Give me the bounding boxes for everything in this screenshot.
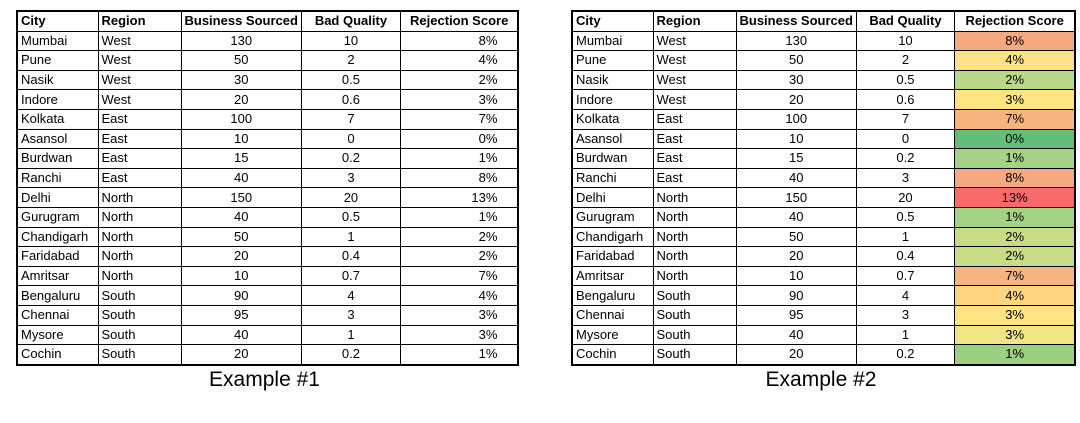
cell-region: South — [98, 286, 181, 306]
cell-region: South — [98, 325, 181, 345]
cell-city: Bengaluru — [17, 286, 98, 306]
table-row — [17, 129, 518, 149]
table-row — [17, 109, 518, 129]
header-bad-quality: Bad Quality — [856, 11, 954, 31]
cell-business-sourced: 130 — [736, 31, 856, 51]
header-region: Region — [653, 11, 736, 31]
cell-rejection-score: 4% — [954, 286, 1075, 306]
cell-bad-quality: 1 — [856, 325, 954, 345]
table-row — [572, 129, 1075, 149]
cell-bad-quality: 3 — [856, 305, 954, 325]
cell-business-sourced: 150 — [181, 188, 301, 208]
cell-rejection-score: 1% — [400, 345, 518, 365]
header-business-sourced: Business Sourced — [736, 11, 856, 31]
cell-city: Mysore — [17, 325, 98, 345]
cell-bad-quality: 0.4 — [301, 247, 400, 267]
cell-bad-quality: 0.6 — [301, 90, 400, 110]
cell-bad-quality: 3 — [301, 305, 400, 325]
cell-city: Faridabad — [572, 247, 653, 267]
cell-city: Mumbai — [17, 31, 98, 51]
cell-region: East — [653, 149, 736, 169]
cell-business-sourced: 10 — [736, 266, 856, 286]
cell-rejection-score: 3% — [400, 305, 518, 325]
cell-rejection-score: 1% — [400, 207, 518, 227]
cell-bad-quality: 1 — [856, 227, 954, 247]
cell-bad-quality: 0.2 — [856, 149, 954, 169]
cell-city: Gurugram — [17, 207, 98, 227]
cell-city: Asansol — [572, 129, 653, 149]
table-row — [17, 305, 518, 325]
cell-city: Bengaluru — [572, 286, 653, 306]
cell-rejection-score: 1% — [954, 149, 1075, 169]
cell-city: Nasik — [17, 70, 98, 90]
cell-region: South — [653, 345, 736, 365]
cell-region: South — [653, 325, 736, 345]
header-row — [17, 11, 518, 31]
cell-business-sourced: 20 — [736, 247, 856, 267]
table-row — [572, 51, 1075, 71]
cell-bad-quality: 0 — [301, 129, 400, 149]
cell-bad-quality: 1 — [301, 325, 400, 345]
cell-region: East — [98, 168, 181, 188]
example-2-caption: Example #2 — [765, 368, 877, 391]
table-row — [17, 247, 518, 267]
cell-city: Cochin — [572, 345, 653, 365]
cell-business-sourced: 40 — [736, 207, 856, 227]
header-region: Region — [98, 11, 181, 31]
table-row — [572, 168, 1075, 188]
cell-region: West — [98, 70, 181, 90]
cell-bad-quality: 0.5 — [856, 70, 954, 90]
cell-region: North — [98, 188, 181, 208]
table-row — [572, 31, 1075, 51]
cell-rejection-score: 3% — [400, 325, 518, 345]
header-bad-quality: Bad Quality — [301, 11, 400, 31]
cell-rejection-score: 8% — [954, 168, 1075, 188]
cell-bad-quality: 0.5 — [301, 70, 400, 90]
cell-business-sourced: 30 — [181, 70, 301, 90]
cell-business-sourced: 20 — [181, 345, 301, 365]
cell-city: Faridabad — [17, 247, 98, 267]
cell-business-sourced: 50 — [736, 51, 856, 71]
cell-region: North — [653, 227, 736, 247]
cell-city: Burdwan — [572, 149, 653, 169]
cell-business-sourced: 40 — [181, 168, 301, 188]
cell-rejection-score: 2% — [954, 247, 1075, 267]
cell-region: West — [653, 70, 736, 90]
cell-region: North — [98, 266, 181, 286]
cell-rejection-score: 2% — [954, 70, 1075, 90]
cell-city: Nasik — [572, 70, 653, 90]
cell-region: North — [98, 247, 181, 267]
cell-city: Amritsar — [17, 266, 98, 286]
cell-bad-quality: 0.7 — [856, 266, 954, 286]
cell-business-sourced: 40 — [181, 325, 301, 345]
cell-bad-quality: 20 — [856, 188, 954, 208]
cell-city: Pune — [572, 51, 653, 71]
cell-rejection-score: 3% — [954, 325, 1075, 345]
table-row — [572, 207, 1075, 227]
cell-region: North — [653, 266, 736, 286]
cell-bad-quality: 0.2 — [856, 345, 954, 365]
cell-business-sourced: 30 — [736, 70, 856, 90]
cell-region: North — [653, 188, 736, 208]
cell-rejection-score: 1% — [954, 345, 1075, 365]
table-row — [17, 90, 518, 110]
cell-city: Kolkata — [17, 109, 98, 129]
cell-business-sourced: 40 — [736, 325, 856, 345]
cell-city: Kolkata — [572, 109, 653, 129]
cell-rejection-score: 2% — [400, 247, 518, 267]
table-row — [572, 70, 1075, 90]
cell-business-sourced: 40 — [736, 168, 856, 188]
cell-rejection-score: 3% — [400, 90, 518, 110]
cell-business-sourced: 20 — [181, 247, 301, 267]
cell-rejection-score: 0% — [400, 129, 518, 149]
cell-region: West — [653, 31, 736, 51]
cell-city: Mumbai — [572, 31, 653, 51]
cell-rejection-score: 4% — [954, 51, 1075, 71]
cell-bad-quality: 0 — [856, 129, 954, 149]
table-row — [572, 188, 1075, 208]
cell-rejection-score: 13% — [954, 188, 1075, 208]
cell-business-sourced: 90 — [736, 286, 856, 306]
cell-city: Mysore — [572, 325, 653, 345]
example-1-caption: Example #1 — [209, 368, 320, 391]
cell-bad-quality: 20 — [301, 188, 400, 208]
cell-business-sourced: 50 — [181, 51, 301, 71]
cell-bad-quality: 2 — [856, 51, 954, 71]
table-row — [17, 168, 518, 188]
cell-rejection-score: 4% — [400, 51, 518, 71]
cell-business-sourced: 10 — [736, 129, 856, 149]
cell-region: West — [98, 31, 181, 51]
cell-city: Chennai — [572, 305, 653, 325]
table-row — [17, 207, 518, 227]
table-row — [572, 149, 1075, 169]
cell-region: South — [653, 305, 736, 325]
example-1-table — [16, 10, 519, 366]
table-row — [572, 109, 1075, 129]
cell-bad-quality: 10 — [856, 31, 954, 51]
cell-region: North — [653, 207, 736, 227]
cell-region: East — [98, 129, 181, 149]
table-row — [17, 266, 518, 286]
cell-rejection-score: 1% — [954, 207, 1075, 227]
cell-business-sourced: 50 — [736, 227, 856, 247]
cell-bad-quality: 3 — [301, 168, 400, 188]
table-row — [572, 286, 1075, 306]
table-row — [17, 31, 518, 51]
cell-bad-quality: 4 — [301, 286, 400, 306]
cell-city: Ranchi — [17, 168, 98, 188]
cell-bad-quality: 2 — [301, 51, 400, 71]
table-row — [17, 325, 518, 345]
cell-city: Delhi — [572, 188, 653, 208]
table-row — [17, 149, 518, 169]
cell-bad-quality: 7 — [856, 109, 954, 129]
cell-bad-quality: 0.5 — [301, 207, 400, 227]
cell-bad-quality: 0.2 — [301, 345, 400, 365]
cell-region: South — [653, 286, 736, 306]
cell-rejection-score: 2% — [400, 70, 518, 90]
cell-region: South — [98, 305, 181, 325]
cell-region: West — [653, 51, 736, 71]
cell-rejection-score: 1% — [400, 149, 518, 169]
cell-business-sourced: 100 — [181, 109, 301, 129]
cell-business-sourced: 100 — [736, 109, 856, 129]
cell-business-sourced: 95 — [736, 305, 856, 325]
table-row — [17, 51, 518, 71]
cell-bad-quality: 7 — [301, 109, 400, 129]
cell-business-sourced: 90 — [181, 286, 301, 306]
cell-region: East — [653, 168, 736, 188]
cell-city: Asansol — [17, 129, 98, 149]
header-city: City — [17, 11, 98, 31]
cell-rejection-score: 2% — [400, 227, 518, 247]
cell-rejection-score: 8% — [400, 31, 518, 51]
example-2-table-container — [571, 10, 1076, 366]
cell-region: West — [653, 90, 736, 110]
cell-bad-quality: 0.4 — [856, 247, 954, 267]
table-row — [572, 345, 1075, 365]
cell-bad-quality: 0.6 — [856, 90, 954, 110]
cell-rejection-score: 13% — [400, 188, 518, 208]
cell-city: Amritsar — [572, 266, 653, 286]
cell-region: East — [98, 149, 181, 169]
table-row — [17, 345, 518, 365]
example-2-table — [571, 10, 1076, 366]
cell-rejection-score: 7% — [954, 266, 1075, 286]
cell-city: Chandigarh — [572, 227, 653, 247]
cell-bad-quality: 4 — [856, 286, 954, 306]
header-business-sourced: Business Sourced — [181, 11, 301, 31]
table-row — [17, 188, 518, 208]
cell-region: North — [653, 247, 736, 267]
cell-bad-quality: 3 — [856, 168, 954, 188]
cell-bad-quality: 0.5 — [856, 207, 954, 227]
header-rejection-score: Rejection Score — [400, 11, 518, 31]
header-row — [572, 11, 1075, 31]
cell-city: Indore — [572, 90, 653, 110]
cell-business-sourced: 10 — [181, 266, 301, 286]
cell-rejection-score: 4% — [400, 286, 518, 306]
cell-region: East — [98, 109, 181, 129]
cell-business-sourced: 20 — [736, 345, 856, 365]
cell-rejection-score: 0% — [954, 129, 1075, 149]
cell-business-sourced: 95 — [181, 305, 301, 325]
table-row — [572, 305, 1075, 325]
cell-rejection-score: 3% — [954, 305, 1075, 325]
cell-city: Cochin — [17, 345, 98, 365]
cell-region: East — [653, 129, 736, 149]
cell-bad-quality: 1 — [301, 227, 400, 247]
cell-city: Gurugram — [572, 207, 653, 227]
cell-city: Ranchi — [572, 168, 653, 188]
cell-city: Burdwan — [17, 149, 98, 169]
cell-rejection-score: 2% — [954, 227, 1075, 247]
cell-business-sourced: 50 — [181, 227, 301, 247]
cell-rejection-score: 7% — [954, 109, 1075, 129]
cell-city: Pune — [17, 51, 98, 71]
cell-region: West — [98, 90, 181, 110]
table-row — [572, 227, 1075, 247]
header-city: City — [572, 11, 653, 31]
cell-rejection-score: 7% — [400, 266, 518, 286]
cell-business-sourced: 130 — [181, 31, 301, 51]
cell-region: North — [98, 207, 181, 227]
cell-business-sourced: 15 — [181, 149, 301, 169]
cell-bad-quality: 0.7 — [301, 266, 400, 286]
cell-city: Delhi — [17, 188, 98, 208]
cell-bad-quality: 0.2 — [301, 149, 400, 169]
cell-region: South — [98, 345, 181, 365]
cell-rejection-score: 3% — [954, 90, 1075, 110]
cell-city: Indore — [17, 90, 98, 110]
cell-rejection-score: 7% — [400, 109, 518, 129]
cell-region: North — [98, 227, 181, 247]
table-row — [572, 90, 1075, 110]
table-row — [17, 227, 518, 247]
table-row — [572, 247, 1075, 267]
cell-business-sourced: 20 — [736, 90, 856, 110]
cell-city: Chandigarh — [17, 227, 98, 247]
header-rejection-score: Rejection Score — [954, 11, 1075, 31]
cell-rejection-score: 8% — [954, 31, 1075, 51]
table-row — [17, 286, 518, 306]
cell-bad-quality: 10 — [301, 31, 400, 51]
table-row — [17, 70, 518, 90]
cell-region: West — [98, 51, 181, 71]
example-1-table-container — [16, 10, 519, 366]
cell-city: Chennai — [17, 305, 98, 325]
cell-region: East — [653, 109, 736, 129]
table-row — [572, 266, 1075, 286]
cell-rejection-score: 8% — [400, 168, 518, 188]
cell-business-sourced: 10 — [181, 129, 301, 149]
cell-business-sourced: 20 — [181, 90, 301, 110]
table-row — [572, 325, 1075, 345]
cell-business-sourced: 15 — [736, 149, 856, 169]
cell-business-sourced: 150 — [736, 188, 856, 208]
cell-business-sourced: 40 — [181, 207, 301, 227]
